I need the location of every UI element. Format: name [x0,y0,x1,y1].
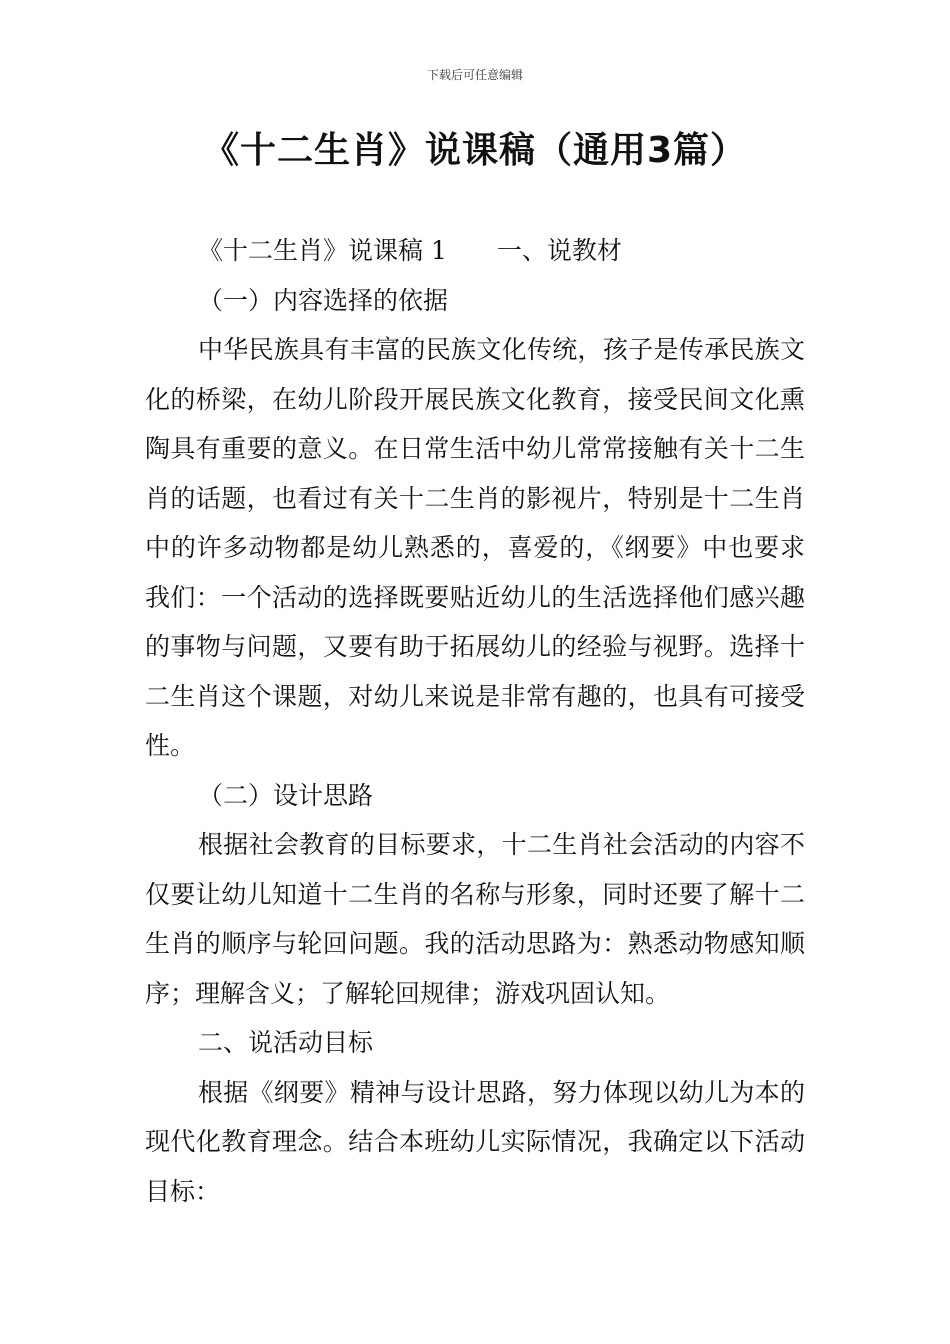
document-title: 《十二生肖》说课稿（通用3篇） [202,130,748,171]
subtitle-part-b: 一、说教材 [496,236,622,265]
subheading-design-idea: （二）设计思路 [198,780,374,810]
paragraph-design-idea: 根据社会教育的目标要求，十二生肖社会活动的内容不仅要让幼儿知道十二生肖的名称与形象，同时还要了解十二生肖的顺序与轮回问题。我的活动思路为：熟悉动物感知顺序；理解含义；了解轮回规律；游戏巩固认知。 [145,830,805,1008]
paragraph-content-basis: 中华民族具有丰富的民族文化传统，孩子是传承民族文化的桥梁，在幼儿阶段开展民族文化教育，接受民间文化熏陶具有重要的意义。在日常生活中幼儿常常接触有关十二生肖的话题，也看过有关十二生肖的影视片，特别是十二生肖中的许多动物都是幼儿熟悉的，喜爱的，《纲要》中也要求我们：一个活动的选择既要贴近幼儿的生活选择他们感兴趣的事物与问题，又要有助于拓展幼儿的经验与视野。选择十二生肖这个课题，对幼儿来说是非常有趣的，也具有可接受性。 [145,335,805,760]
header-note: 下载后可任意编辑 [426,68,523,82]
document-body [145,226,805,1216]
subheading-content-basis: （一）内容选择的依据 [198,285,449,315]
paragraph-activity-goals: 根据《纲要》精神与设计思路，努力体现以幼儿为本的现代化教育理念。结合本班幼儿实际情况，我确定以下活动目标： [145,1077,805,1206]
section-heading [145,226,805,276]
subtitle-part-a: 《十二生肖》说课稿 1 [198,236,447,265]
heading-activity-goals: 二、说活动目标 [198,1028,374,1057]
